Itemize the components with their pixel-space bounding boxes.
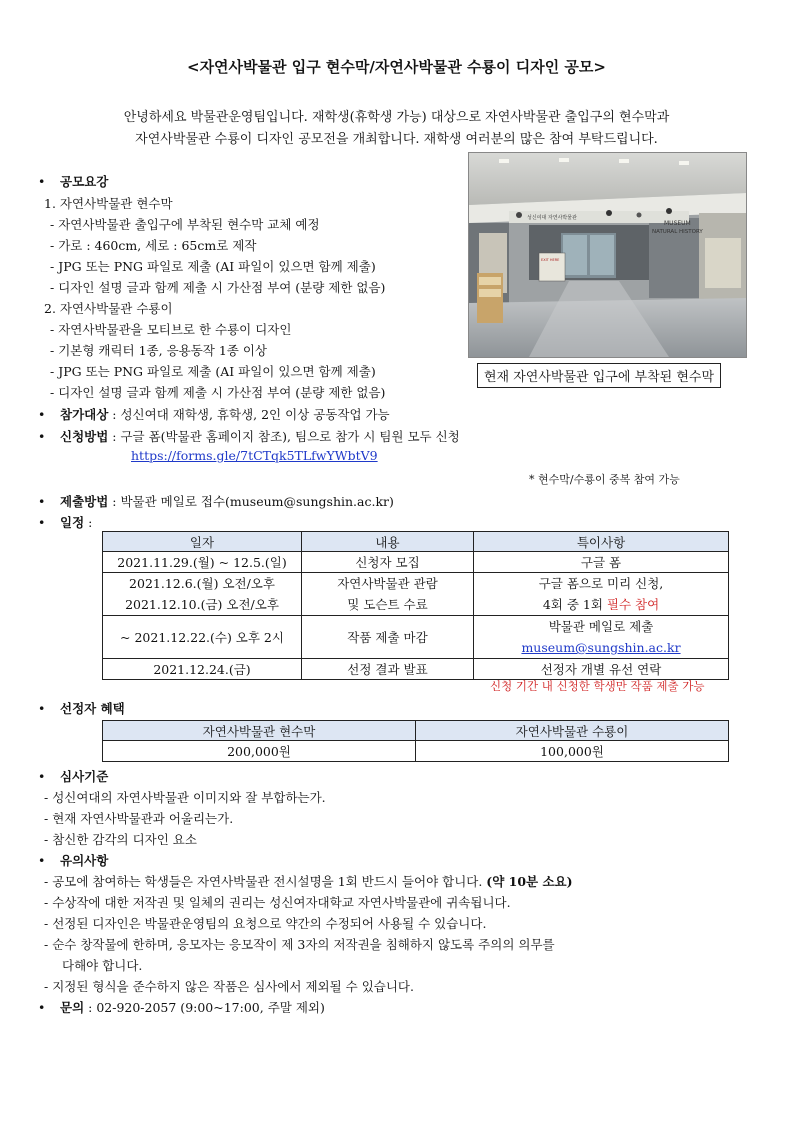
table-row (103, 616, 729, 659)
criteria-line: - 성신여대의 자연사박물관 이미지와 잘 부합하는가. (44, 790, 326, 805)
guideline-item-2-line: - 기본형 캐릭터 1종, 응용동작 1종 이상 (50, 343, 267, 358)
notes-heading: • 유의사항 (38, 853, 109, 868)
cell-note: 구글 폼 (474, 552, 729, 573)
schedule-footnote: 신청 기간 내 신청한 학생만 작품 제출 가능 (490, 679, 705, 693)
schedule-table (102, 531, 729, 680)
guideline-item-1-title: 1. 자연사박물관 현수막 (44, 196, 173, 211)
entrance-photo (468, 152, 747, 358)
bullet-icon: • (38, 701, 46, 716)
table-row (103, 741, 729, 762)
stand-text: EXIT HERE (541, 258, 560, 262)
museum-entrance-illustration (469, 153, 746, 357)
notes-line: - 공모에 참여하는 학생들은 자연사박물관 전시설명을 1회 반드시 들어야 합니다. (약 10분 소요) (44, 874, 573, 889)
guideline-item-1-line: - JPG 또는 PNG 파일로 제출 (AI 파일이 있으면 함께 제출) (50, 259, 376, 274)
cell-content: 작품 제출 마감 (302, 616, 474, 659)
museum-email-link[interactable]: museum@sungshin.ac.kr (521, 640, 681, 655)
duplicate-entry-note: * 현수막/수룡이 중복 참여 가능 (529, 473, 680, 486)
cell-content: 자연사박물관 관람 및 도슨트 수료 (302, 573, 474, 616)
column-header: 일자 (103, 532, 302, 552)
sign-text-1: MUSEUM (664, 220, 691, 227)
notes-line: - 수상작에 대한 저작권 및 일체의 권리는 성신여자대학교 자연사박물관에 귀속됩니다. (44, 895, 511, 910)
guidelines-heading: • 공모요강 (38, 174, 109, 189)
bullet-icon: • (38, 769, 46, 784)
table-row (103, 659, 729, 680)
cell-date: 2021.11.29.(월) ~ 12.5.(일) (103, 552, 302, 573)
table-row (103, 552, 729, 573)
cell-date: 2021.12.24.(금) (103, 659, 302, 680)
guideline-item-1-line: - 자연사박물관 출입구에 부착된 현수막 교체 예정 (50, 217, 320, 232)
bullet-icon: • (38, 853, 46, 868)
notes-line: - 순수 창작물에 한하며, 응모자는 응모작이 제 3자의 저작권을 침해하지 않도록 주의의 의무를 (44, 937, 555, 952)
notes-line: 다해야 합니다. (62, 958, 143, 973)
bullet-icon: • (38, 174, 46, 189)
cell-note: 구글 폼으로 미리 신청, 4회 중 1회 필수 참여 (474, 573, 729, 616)
cell-content: 신청자 모집 (302, 552, 474, 573)
application-form-link[interactable]: https://forms.gle/7tCTqk5TLfwYWbtV9 (131, 448, 378, 463)
table-header-row (103, 721, 729, 741)
criteria-heading: • 심사기준 (38, 769, 109, 784)
cell-note: 박물관 메일로 제출 museum@sungshin.ac.kr (474, 616, 729, 659)
submission-method: • 제출방법 : 박물관 메일로 접수(museum@sungshin.ac.kr) (38, 494, 394, 509)
column-header: 특이사항 (474, 532, 729, 552)
bullet-icon: • (38, 494, 46, 509)
benefits-table (102, 720, 729, 762)
banner-text: 성신여대 자연사박물관 (527, 215, 577, 221)
table-row (103, 573, 729, 616)
benefits-heading: • 선정자 혜택 (38, 701, 125, 716)
page-title: <자연사박물관 입구 현수막/자연사박물관 수룡이 디자인 공모> (187, 58, 606, 76)
guideline-item-2-line: - 디자인 설명 글과 함께 제출 시 가산점 부여 (분량 제한 없음) (50, 385, 386, 400)
intro-line-1: 안녕하세요 박물관운영팀입니다. 재학생(휴학생 가능) 대상으로 자연사박물관 출입구의 현수막과 (123, 110, 670, 125)
criteria-line: - 참신한 감각의 디자인 요소 (44, 832, 197, 847)
guideline-item-2-title: 2. 자연사박물관 수룡이 (44, 301, 173, 316)
column-header: 내용 (302, 532, 474, 552)
cell-date: ~ 2021.12.22.(수) 오후 2시 (103, 616, 302, 659)
criteria-line: - 현재 자연사박물관과 어울리는가. (44, 811, 234, 826)
column-header: 자연사박물관 수룡이 (416, 721, 729, 741)
cell-date: 2021.12.6.(월) 오전/오후 2021.12.10.(금) 오전/오후 (103, 573, 302, 616)
cell-note: 선정자 개별 유선 연락 (474, 659, 729, 680)
notes-line: - 지정된 형식을 준수하지 않은 작품은 심사에서 제외될 수 있습니다. (44, 979, 414, 994)
intro-line-2: 자연사박물관 수룡이 디자인 공모전을 개최합니다. 재학생 여러분의 많은 참여 부탁드립니다. (135, 132, 658, 147)
schedule-heading: • 일정 : (38, 515, 93, 530)
contact: • 문의 : 02-920-2057 (9:00~17:00, 주말 제외) (38, 1000, 325, 1015)
notes-line: - 선정된 디자인은 박물관운영팀의 요청으로 약간의 수정되어 사용될 수 있습니다. (44, 916, 487, 931)
cell-content: 선정 결과 발표 (302, 659, 474, 680)
bullet-icon: • (38, 515, 46, 530)
table-header-row (103, 532, 729, 552)
sign-text-2: NATURAL HISTORY (652, 229, 703, 235)
guideline-item-1-line: - 디자인 설명 글과 함께 제출 시 가산점 부여 (분량 제한 없음) (50, 280, 386, 295)
cell-prize: 200,000원 (103, 741, 416, 762)
bullet-icon: • (38, 407, 46, 422)
guideline-item-1-line: - 가로 : 460cm, 세로 : 65cm로 제작 (50, 238, 257, 253)
application-method: • 신청방법 : 구글 폼(박물관 홈페이지 참조), 팀으로 참가 시 팀원 모두 신청 (38, 429, 460, 444)
bullet-icon: • (38, 1000, 46, 1015)
eligibility: • 참가대상 : 성신여대 재학생, 휴학생, 2인 이상 공동작업 가능 (38, 407, 390, 422)
guideline-item-2-line: - JPG 또는 PNG 파일로 제출 (AI 파일이 있으면 함께 제출) (50, 364, 376, 379)
required-badge: 필수 참여 (606, 597, 660, 612)
guideline-item-2-line: - 자연사박물관을 모티브로 한 수룡이 디자인 (50, 322, 292, 337)
bullet-icon: • (38, 429, 46, 444)
column-header: 자연사박물관 현수막 (103, 721, 416, 741)
photo-caption: 현재 자연사박물관 입구에 부착된 현수막 (477, 363, 721, 388)
cell-prize: 100,000원 (416, 741, 729, 762)
